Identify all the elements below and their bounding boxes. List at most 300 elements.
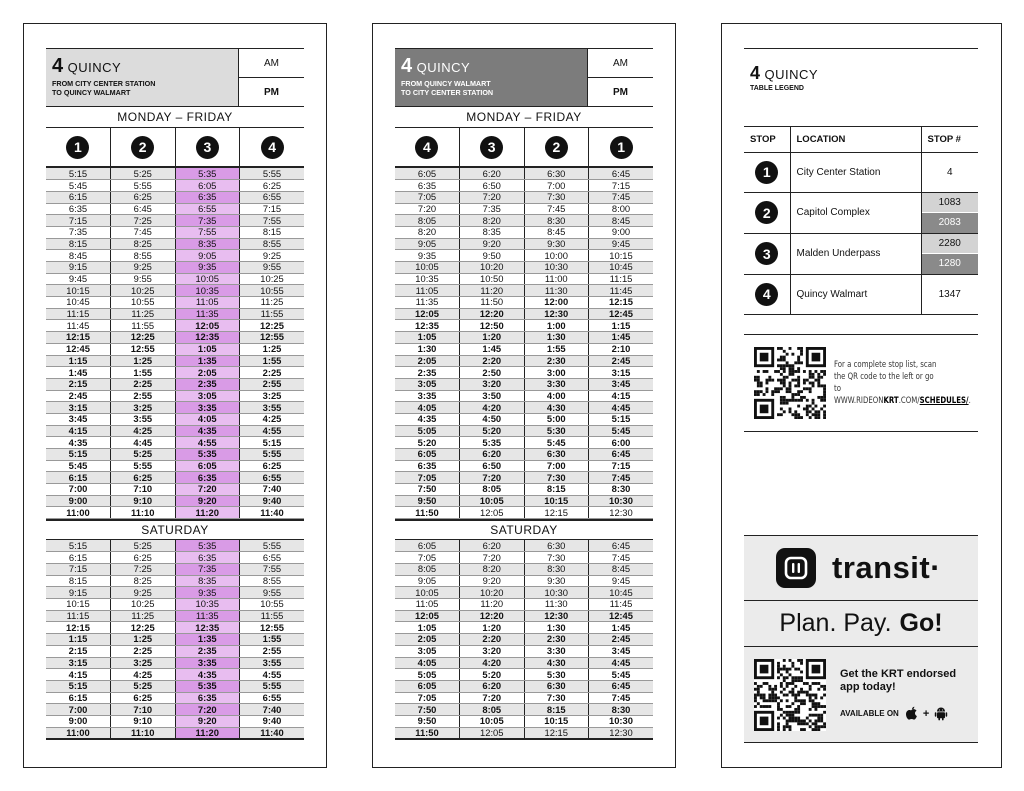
- timetable-row: [395, 191, 653, 203]
- timetable-row: [395, 238, 653, 250]
- departure-time: 6:25: [240, 460, 305, 472]
- legend-header-stop: STOP: [744, 127, 790, 152]
- timetable-row: [46, 507, 304, 519]
- departure-time: 10:20: [460, 262, 525, 274]
- departure-time: 10:45: [589, 262, 654, 274]
- departure-time: 6:50: [460, 460, 525, 472]
- departure-time: 6:15: [46, 472, 111, 484]
- departure-time: 6:05: [395, 449, 460, 461]
- departure-time: 5:05: [395, 425, 460, 437]
- stop-column-header: [175, 128, 240, 166]
- departure-time: 6:55: [175, 203, 240, 215]
- departure-time: 6:25: [111, 472, 176, 484]
- departure-time: 5:15: [46, 680, 111, 692]
- departure-time: 4:35: [46, 437, 111, 449]
- departure-time: 5:35: [175, 540, 240, 552]
- departure-time: 1:05: [395, 622, 460, 634]
- timetable-row: [46, 552, 304, 564]
- departure-time: 8:35: [175, 238, 240, 250]
- departure-time: 6:05: [175, 180, 240, 192]
- departure-time: 6:45: [589, 449, 654, 461]
- departure-time: 4:35: [395, 413, 460, 425]
- timetable-row: [46, 180, 304, 192]
- app-qr-code-icon[interactable]: [754, 659, 826, 731]
- timetable-row: [46, 332, 304, 344]
- departure-time: 1:05: [395, 332, 460, 344]
- departure-time: 6:20: [460, 540, 525, 552]
- departure-time: 7:45: [524, 203, 589, 215]
- departure-time: 7:40: [240, 704, 305, 716]
- departure-time: 6:35: [175, 472, 240, 484]
- departure-time: 12:55: [111, 343, 176, 355]
- departure-time: 9:15: [46, 587, 111, 599]
- departure-time: 4:05: [395, 402, 460, 414]
- timetable-row: [46, 262, 304, 274]
- departure-time: 7:05: [395, 692, 460, 704]
- departure-time: 10:30: [589, 495, 654, 507]
- departure-time: 4:00: [524, 390, 589, 402]
- departure-time: 6:50: [460, 180, 525, 192]
- departure-time: 3:55: [240, 657, 305, 669]
- departure-time: 9:35: [175, 262, 240, 274]
- departure-time: 8:20: [460, 564, 525, 576]
- departure-time: 10:35: [175, 285, 240, 297]
- departure-time: 11:55: [240, 610, 305, 622]
- departure-time: 2:15: [46, 645, 111, 657]
- panel-inbound: [372, 23, 676, 768]
- departure-time: 2:05: [395, 634, 460, 646]
- departure-time: 11:35: [175, 610, 240, 622]
- departure-time: 7:45: [589, 692, 654, 704]
- departure-time: 2:05: [175, 367, 240, 379]
- weekday-label: MONDAY – FRIDAY: [395, 107, 653, 128]
- am-pm-key: [238, 49, 304, 106]
- departure-time: 11:25: [240, 297, 305, 309]
- departure-time: 9:05: [395, 575, 460, 587]
- departure-time: 6:55: [240, 692, 305, 704]
- departure-time: 8:30: [589, 484, 654, 496]
- departure-time: 12:45: [589, 308, 654, 320]
- departure-time: 2:35: [395, 367, 460, 379]
- timetable-row: [395, 507, 653, 519]
- departure-time: 5:45: [46, 460, 111, 472]
- departure-time: 12:25: [240, 320, 305, 332]
- departure-time: 1:20: [460, 332, 525, 344]
- departure-time: 6:15: [46, 692, 111, 704]
- timetable-row: [395, 390, 653, 402]
- departure-time: 3:05: [395, 378, 460, 390]
- departure-time: 9:20: [175, 495, 240, 507]
- departure-time: 10:05: [175, 273, 240, 285]
- departure-time: 6:05: [395, 680, 460, 692]
- departure-time: 1:00: [524, 320, 589, 332]
- departure-time: 8:45: [589, 215, 654, 227]
- departure-time: 2:25: [111, 378, 176, 390]
- departure-time: 10:15: [46, 599, 111, 611]
- transit-app-promo: [744, 535, 978, 743]
- departure-time: 10:35: [395, 273, 460, 285]
- saturday-label: SATURDAY: [395, 519, 653, 540]
- timetable-row: [46, 540, 304, 552]
- stop-column-header: [239, 128, 304, 166]
- stop-number-badge: 4: [755, 283, 778, 306]
- departure-time: 9:55: [111, 273, 176, 285]
- departure-time: 12:05: [460, 507, 525, 519]
- timetable-row: [46, 308, 304, 320]
- timetable-row: [46, 273, 304, 285]
- departure-time: 12:30: [524, 308, 589, 320]
- apple-icon[interactable]: [905, 706, 918, 721]
- timetable-row: [46, 575, 304, 587]
- route-number: 4: [750, 63, 761, 83]
- android-icon[interactable]: [934, 706, 948, 721]
- qr-code-icon[interactable]: [754, 347, 826, 419]
- timetable-row: [395, 680, 653, 692]
- route-subtitle-1: FROM QUINCY WALMART: [401, 79, 491, 88]
- stop-number-badge: 2: [545, 136, 568, 159]
- stop-column-header: [395, 128, 459, 166]
- departure-time: 7:20: [175, 484, 240, 496]
- departure-time: 10:55: [240, 285, 305, 297]
- timetable-row: [46, 634, 304, 646]
- departure-time: 9:50: [395, 495, 460, 507]
- departure-time: 11:50: [395, 507, 460, 519]
- route-title-box: [395, 49, 587, 106]
- timetable-row: [395, 402, 653, 414]
- departure-time: 12:05: [460, 727, 525, 739]
- legend-row: [744, 274, 978, 314]
- saturday-timetable: [46, 540, 304, 740]
- departure-time: 8:45: [524, 226, 589, 238]
- timetable-row: [46, 449, 304, 461]
- departure-time: 6:00: [589, 437, 654, 449]
- departure-time: 1:45: [46, 367, 111, 379]
- transit-brand: [744, 536, 978, 601]
- departure-time: 3:30: [524, 378, 589, 390]
- timetable-row: [395, 425, 653, 437]
- departure-time: 1:45: [460, 343, 525, 355]
- departure-time: 6:15: [46, 191, 111, 203]
- departure-time: 2:20: [460, 634, 525, 646]
- departure-time: 6:55: [240, 472, 305, 484]
- departure-time: 12:30: [589, 727, 654, 739]
- stop-number-badge: 2: [755, 201, 778, 224]
- timetable-row: [395, 343, 653, 355]
- departure-time: 1:15: [46, 634, 111, 646]
- stop-location: Capitol Complex: [790, 192, 921, 233]
- stop-location: Malden Underpass: [790, 233, 921, 274]
- app-promo-line-1: Get the KRT endorsed: [840, 668, 957, 680]
- departure-time: 5:55: [240, 449, 305, 461]
- departure-time: 6:05: [395, 168, 460, 180]
- departure-time: 7:35: [175, 215, 240, 227]
- departure-time: 7:35: [460, 203, 525, 215]
- departure-time: 3:20: [460, 378, 525, 390]
- departure-time: 6:30: [524, 540, 589, 552]
- departure-time: 1:20: [460, 622, 525, 634]
- departure-time: 7:30: [524, 191, 589, 203]
- schedule-link[interactable]: WWW.RIDEONKRT.COM/SCHEDULES/: [834, 395, 969, 406]
- panel-outbound: [23, 23, 327, 768]
- timetable-row: [395, 715, 653, 727]
- departure-time: 7:20: [175, 704, 240, 716]
- departure-time: 5:55: [240, 540, 305, 552]
- departure-time: 3:15: [589, 367, 654, 379]
- route-title-box: [46, 49, 238, 106]
- departure-time: 9:00: [46, 495, 111, 507]
- panel-legend: [721, 23, 1002, 768]
- departure-time: 7:50: [395, 484, 460, 496]
- departure-time: 5:05: [395, 669, 460, 681]
- departure-time: 3:25: [111, 657, 176, 669]
- timetable-row: [395, 540, 653, 552]
- departure-time: 12:35: [395, 320, 460, 332]
- departure-time: 7:45: [589, 552, 654, 564]
- departure-time: 5:25: [111, 168, 176, 180]
- app-promo-line-2: app today!: [840, 681, 896, 693]
- departure-time: 12:35: [175, 622, 240, 634]
- departure-time: 8:30: [524, 564, 589, 576]
- timetable-row: [395, 692, 653, 704]
- departure-time: 9:25: [111, 587, 176, 599]
- departure-time: 6:25: [111, 552, 176, 564]
- departure-time: 7:45: [589, 472, 654, 484]
- departure-time: 4:05: [395, 657, 460, 669]
- timetable-row: [395, 610, 653, 622]
- timetable-row: [46, 390, 304, 402]
- departure-time: 10:25: [111, 285, 176, 297]
- departure-time: 9:20: [175, 715, 240, 727]
- departure-time: 5:35: [175, 449, 240, 461]
- departure-time: 5:55: [240, 680, 305, 692]
- stop-column-header: [524, 128, 589, 166]
- departure-time: 8:25: [111, 575, 176, 587]
- departure-time: 11:20: [460, 599, 525, 611]
- departure-time: 12:05: [395, 610, 460, 622]
- legend-header-location: LOCATION: [790, 127, 921, 152]
- departure-time: 3:25: [240, 390, 305, 402]
- stop-number-badge: 2: [131, 136, 154, 159]
- departure-time: 12:15: [524, 507, 589, 519]
- departure-time: 7:50: [395, 704, 460, 716]
- departure-time: 9:20: [460, 238, 525, 250]
- route-header: [46, 48, 304, 107]
- timetable-row: [395, 727, 653, 739]
- timetable-row: [46, 425, 304, 437]
- departure-time: 7:45: [111, 226, 176, 238]
- departure-time: 8:05: [460, 484, 525, 496]
- stop-column-header: [46, 128, 110, 166]
- departure-time: 8:55: [240, 575, 305, 587]
- departure-time: 7:10: [111, 704, 176, 716]
- departure-time: 10:15: [524, 715, 589, 727]
- departure-time: 12:55: [240, 622, 305, 634]
- departure-time: 12:05: [395, 308, 460, 320]
- timetable-row: [46, 587, 304, 599]
- departure-time: 4:05: [175, 413, 240, 425]
- weekday-timetable: [46, 168, 304, 519]
- timetable-row: [46, 484, 304, 496]
- timetable-row: [46, 378, 304, 390]
- timetable-row: [395, 226, 653, 238]
- departure-time: 5:15: [240, 437, 305, 449]
- departure-time: 7:10: [111, 484, 176, 496]
- tagline: Plan. Pay. Go!: [744, 601, 978, 647]
- departure-time: 3:30: [524, 645, 589, 657]
- departure-time: 4:30: [524, 657, 589, 669]
- departure-time: 4:25: [111, 425, 176, 437]
- departure-time: 12:30: [524, 610, 589, 622]
- departure-time: 2:15: [46, 378, 111, 390]
- timetable-row: [46, 460, 304, 472]
- departure-time: 2:45: [589, 355, 654, 367]
- timetable-row: [395, 449, 653, 461]
- departure-time: 11:15: [46, 610, 111, 622]
- departure-time: 8:35: [175, 575, 240, 587]
- departure-time: 9:30: [524, 575, 589, 587]
- departure-time: 10:45: [589, 587, 654, 599]
- departure-time: 5:20: [460, 669, 525, 681]
- departure-time: 7:00: [524, 180, 589, 192]
- timetable-row: [46, 215, 304, 227]
- stop-id: 4: [946, 166, 953, 178]
- departure-time: 6:35: [175, 191, 240, 203]
- departure-time: 11:00: [524, 273, 589, 285]
- departure-time: 12:00: [524, 297, 589, 309]
- departure-time: 9:45: [589, 238, 654, 250]
- departure-time: 12:05: [175, 320, 240, 332]
- stop-number-badge: 1: [755, 161, 778, 184]
- route-header: [395, 48, 653, 107]
- departure-time: 4:15: [589, 390, 654, 402]
- timetable-row: [46, 610, 304, 622]
- stop-number-badge: 1: [66, 136, 89, 159]
- departure-time: 3:45: [589, 645, 654, 657]
- departure-time: 2:05: [395, 355, 460, 367]
- departure-time: 8:00: [589, 203, 654, 215]
- stop-id: 1083: [922, 193, 979, 213]
- departure-time: 9:25: [240, 250, 305, 262]
- departure-time: 9:55: [240, 262, 305, 274]
- departure-time: 5:55: [111, 460, 176, 472]
- departure-time: 9:10: [111, 715, 176, 727]
- departure-time: 8:15: [524, 484, 589, 496]
- departure-time: 7:15: [589, 460, 654, 472]
- departure-time: 9:20: [460, 575, 525, 587]
- departure-time: 3:00: [524, 367, 589, 379]
- plus-sign: +: [922, 707, 930, 720]
- timetable-row: [46, 437, 304, 449]
- departure-time: 7:30: [524, 472, 589, 484]
- departure-time: 11:45: [589, 599, 654, 611]
- departure-time: 11:50: [395, 727, 460, 739]
- timetable-row: [46, 680, 304, 692]
- departure-time: 11:25: [111, 610, 176, 622]
- departure-time: 1:30: [524, 332, 589, 344]
- timetable-row: [395, 645, 653, 657]
- departure-time: 2:30: [524, 634, 589, 646]
- departure-time: 11:35: [175, 308, 240, 320]
- departure-time: 8:45: [46, 250, 111, 262]
- departure-time: 7:45: [589, 191, 654, 203]
- departure-time: 12:55: [240, 332, 305, 344]
- departure-time: 9:00: [46, 715, 111, 727]
- departure-time: 9:40: [240, 715, 305, 727]
- departure-time: 6:35: [175, 552, 240, 564]
- departure-time: 10:30: [524, 262, 589, 274]
- departure-time: 12:25: [111, 622, 176, 634]
- timetable-row: [395, 180, 653, 192]
- departure-time: 6:45: [589, 540, 654, 552]
- departure-time: 5:45: [524, 437, 589, 449]
- timetable-row: [46, 250, 304, 262]
- departure-time: 12:30: [589, 507, 654, 519]
- departure-time: 12:50: [460, 320, 525, 332]
- pm-label: PM: [588, 77, 653, 106]
- departure-time: 8:55: [111, 250, 176, 262]
- stop-column-header: [459, 128, 524, 166]
- departure-time: 2:25: [111, 645, 176, 657]
- departure-time: 8:15: [46, 575, 111, 587]
- route-subtitle-1: FROM CITY CENTER STATION: [52, 79, 156, 88]
- departure-time: 9:45: [589, 575, 654, 587]
- route-subtitle-2: TO CITY CENTER STATION: [401, 88, 494, 97]
- departure-time: 7:20: [460, 472, 525, 484]
- departure-time: 10:00: [524, 250, 589, 262]
- departure-time: 6:35: [395, 460, 460, 472]
- departure-time: 10:55: [111, 297, 176, 309]
- departure-time: 9:40: [240, 495, 305, 507]
- timetable-row: [395, 472, 653, 484]
- departure-time: 5:30: [524, 425, 589, 437]
- timetable-row: [46, 599, 304, 611]
- departure-time: 7:15: [46, 215, 111, 227]
- timetable-row: [46, 367, 304, 379]
- stop-location: City Center Station: [790, 152, 921, 192]
- departure-time: 3:25: [111, 402, 176, 414]
- departure-time: 11:15: [589, 273, 654, 285]
- departure-time: 1:35: [175, 355, 240, 367]
- departure-time: 11:20: [175, 507, 240, 519]
- departure-time: 10:25: [240, 273, 305, 285]
- stop-number-badge: 4: [415, 136, 438, 159]
- departure-time: 4:50: [460, 413, 525, 425]
- departure-time: 12:20: [460, 308, 525, 320]
- app-download: [744, 647, 978, 742]
- departure-time: 2:45: [46, 390, 111, 402]
- departure-time: 7:15: [240, 203, 305, 215]
- departure-time: 3:05: [175, 390, 240, 402]
- timetable-row: [46, 645, 304, 657]
- departure-time: 4:20: [460, 402, 525, 414]
- departure-time: 7:55: [240, 564, 305, 576]
- qr-instructions: For a complete stop list, scan the QR code to the left or go to WWW.RIDEONKRT.COM/SCHEDULES/.: [834, 359, 971, 406]
- departure-time: 7:20: [460, 692, 525, 704]
- timetable-row: [395, 378, 653, 390]
- departure-time: 6:30: [524, 680, 589, 692]
- am-label: AM: [613, 57, 628, 69]
- departure-time: 1:55: [240, 634, 305, 646]
- departure-time: 9:50: [395, 715, 460, 727]
- departure-time: 6:25: [111, 692, 176, 704]
- timetable-row: [46, 715, 304, 727]
- departure-time: 1:25: [111, 355, 176, 367]
- timetable-row: [395, 599, 653, 611]
- departure-time: 5:25: [111, 680, 176, 692]
- timetable-row: [395, 262, 653, 274]
- timetable-row: [46, 355, 304, 367]
- legend-row: [744, 233, 978, 274]
